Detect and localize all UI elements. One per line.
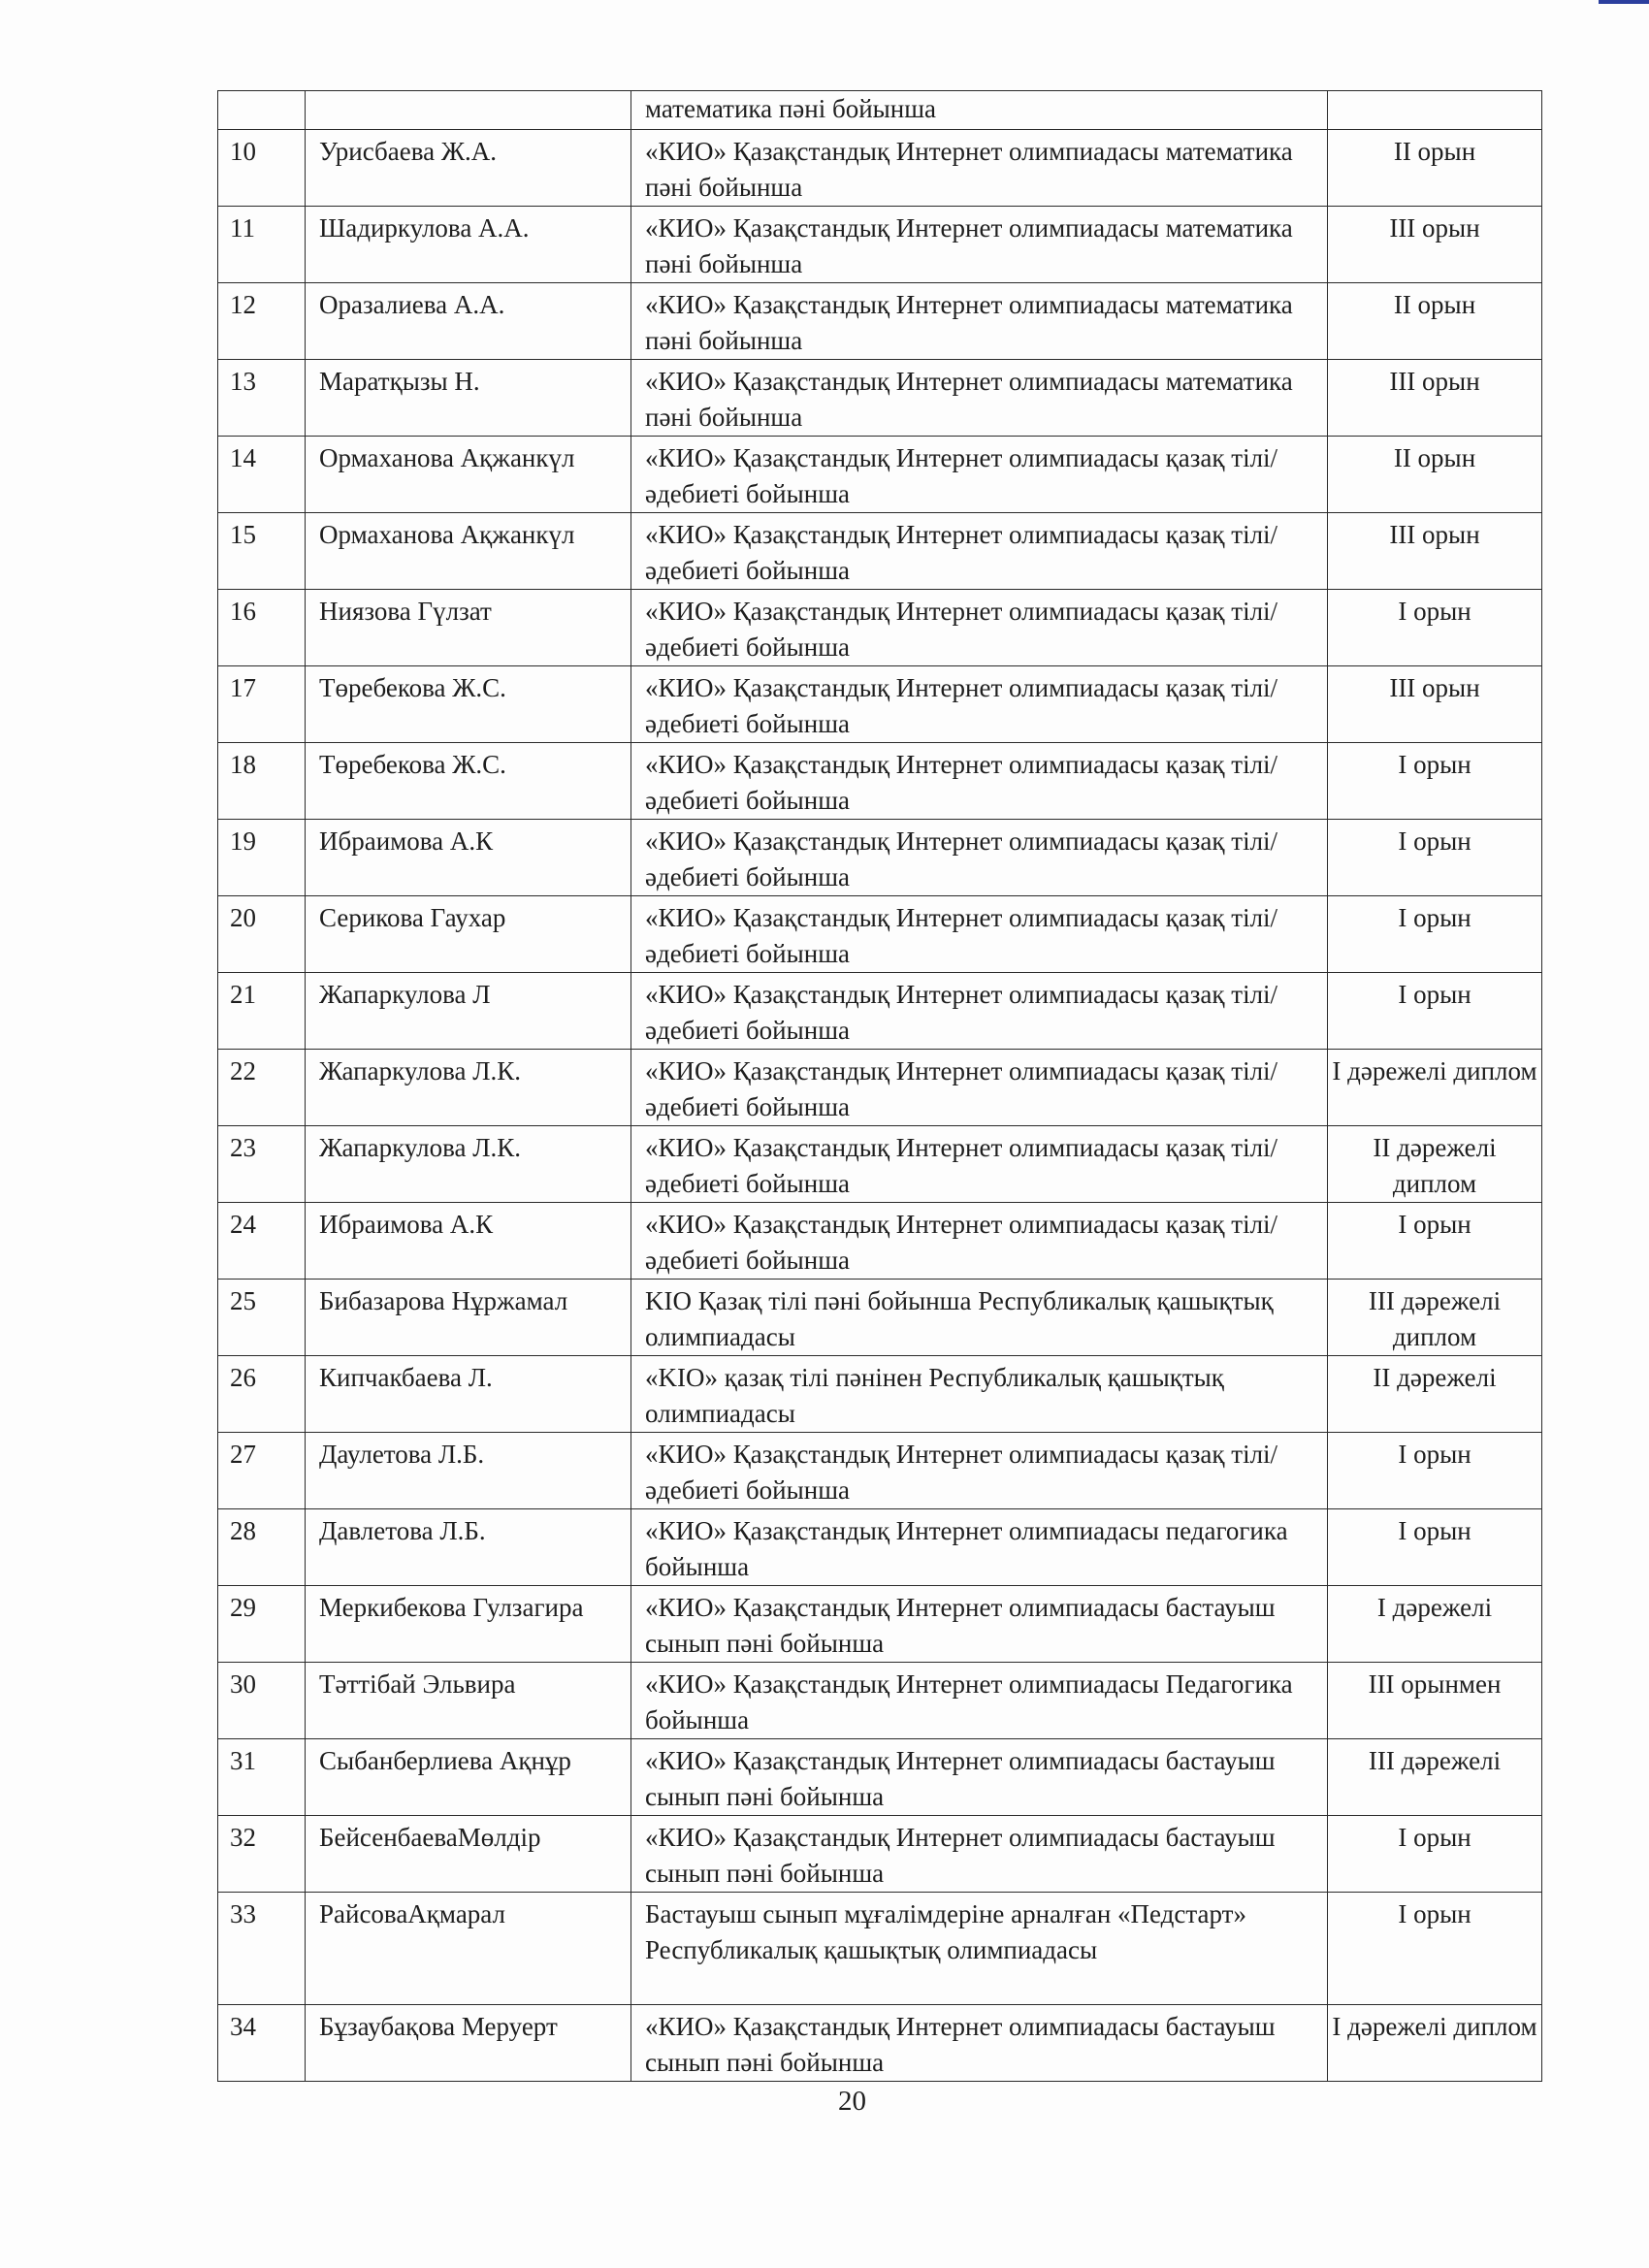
table-row xyxy=(218,1433,1542,1509)
cell-event: «КИО» Қазақстандық Интернет олимпиадасы математика пәні бойынша xyxy=(631,130,1328,207)
table-row xyxy=(218,1203,1542,1280)
table-row xyxy=(218,896,1542,973)
cell-result xyxy=(1328,91,1542,130)
cell-number: 31 xyxy=(218,1739,306,1816)
cell-number: 11 xyxy=(218,207,306,283)
table-row xyxy=(218,513,1542,590)
cell-result: I орын xyxy=(1328,743,1542,820)
table-row xyxy=(218,1663,1542,1739)
cell-name: Ниязова Гүлзат xyxy=(306,590,631,666)
cell-result: I дәрежелі диплом xyxy=(1328,2005,1542,2082)
cell-number: 29 xyxy=(218,1586,306,1663)
cell-event: Бастауыш сынып мұғалімдеріне арналған «Педстарт» Республикалық қашықтық олимпиадасы xyxy=(631,1893,1328,2005)
cell-event: «КИО» Қазақстандық Интернет олимпиадасы бастауыш сынып пәні бойынша xyxy=(631,1586,1328,1663)
cell-event: «КИО» Қазақстандық Интернет олимпиадасы Педагогика бойынша xyxy=(631,1663,1328,1739)
cell-event: «КИО» Қазақстандық Интернет олимпиадасы қазақ тілі/әдебиеті бойынша xyxy=(631,590,1328,666)
cell-number: 23 xyxy=(218,1126,306,1203)
table-row xyxy=(218,207,1542,283)
table-row-continuation xyxy=(218,91,1542,130)
cell-number: 32 xyxy=(218,1816,306,1893)
cell-event: «КИО» Қазақстандық Интернет олимпиадасы қазақ тілі/әдебиеті бойынша xyxy=(631,896,1328,973)
table-row xyxy=(218,1280,1542,1356)
cell-name: Ормаханова Ақжанкүл xyxy=(306,513,631,590)
cell-event: «KIO» қазақ тілі пәнінен Республикалық қашықтық олимпиадасы xyxy=(631,1356,1328,1433)
table-row xyxy=(218,1050,1542,1126)
table-row xyxy=(218,666,1542,743)
cell-name: Ормаханова Ақжанкүл xyxy=(306,437,631,513)
table-row xyxy=(218,973,1542,1050)
cell-name: Оразалиева А.А. xyxy=(306,283,631,360)
cell-result: III орын xyxy=(1328,360,1542,437)
cell-result: III орын xyxy=(1328,666,1542,743)
table-row xyxy=(218,283,1542,360)
cell-name: БейсенбаеваМөлдір xyxy=(306,1816,631,1893)
cell-number: 19 xyxy=(218,820,306,896)
cell-result: III орын xyxy=(1328,513,1542,590)
cell-name: Төребекова Ж.С. xyxy=(306,666,631,743)
scan-edge-mark xyxy=(1599,0,1649,4)
cell-event: математика пәні бойынша xyxy=(631,91,1328,130)
cell-result: I дәрежелі диплом xyxy=(1328,1050,1542,1126)
cell-name: Серикова Гаухар xyxy=(306,896,631,973)
table-row xyxy=(218,2005,1542,2082)
cell-number: 33 xyxy=(218,1893,306,2005)
cell-number: 10 xyxy=(218,130,306,207)
cell-name: Ибраимова А.К xyxy=(306,1203,631,1280)
cell-number xyxy=(218,91,306,130)
cell-event: «КИО» Қазақстандық Интернет олимпиадасы қазақ тілі/әдебиеті бойынша xyxy=(631,666,1328,743)
cell-event: «КИО» Қазақстандық Интернет олимпиадасы бастауыш сынып пәні бойынша xyxy=(631,1739,1328,1816)
cell-number: 14 xyxy=(218,437,306,513)
cell-name: Жапаркулова Л.К. xyxy=(306,1050,631,1126)
cell-result: II дәрежелі диплом xyxy=(1328,1126,1542,1203)
table-row xyxy=(218,1739,1542,1816)
table-row xyxy=(218,743,1542,820)
cell-number: 25 xyxy=(218,1280,306,1356)
cell-number: 30 xyxy=(218,1663,306,1739)
table-row xyxy=(218,590,1542,666)
cell-name: Давлетова Л.Б. xyxy=(306,1509,631,1586)
cell-event: «КИО» Қазақстандық Интернет олимпиадасы қазақ тілі/әдебиеті бойынша xyxy=(631,1203,1328,1280)
cell-result: I орын xyxy=(1328,1893,1542,2005)
cell-number: 24 xyxy=(218,1203,306,1280)
cell-result: I орын xyxy=(1328,973,1542,1050)
cell-result: III орынмен xyxy=(1328,1663,1542,1739)
cell-name: Бибазарова Нұржамал xyxy=(306,1280,631,1356)
cell-number: 27 xyxy=(218,1433,306,1509)
cell-event: KIO Қазақ тілі пәні бойынша Республикалық қашықтық олимпиадасы xyxy=(631,1280,1328,1356)
cell-name: Жапаркулова Л.К. xyxy=(306,1126,631,1203)
cell-name: Маратқызы Н. xyxy=(306,360,631,437)
cell-name xyxy=(306,91,631,130)
cell-result: I орын xyxy=(1328,1509,1542,1586)
cell-event: «КИО» Қазақстандық Интернет олимпиадасы қазақ тілі/әдебиеті бойынша xyxy=(631,820,1328,896)
cell-number: 28 xyxy=(218,1509,306,1586)
cell-name: Шадиркулова А.А. xyxy=(306,207,631,283)
table-row xyxy=(218,1586,1542,1663)
cell-event: «КИО» Қазақстандық Интернет олимпиадасы қазақ тілі/әдебиеті бойынша xyxy=(631,1050,1328,1126)
cell-name: Сыбанберлиева Ақнұр xyxy=(306,1739,631,1816)
page-number: 20 xyxy=(838,2086,866,2117)
cell-event: «КИО» Қазақстандық Интернет олимпиадасы қазақ тілі/әдебиеті бойынша xyxy=(631,1126,1328,1203)
cell-result: II орын xyxy=(1328,283,1542,360)
cell-result: I орын xyxy=(1328,1433,1542,1509)
cell-number: 15 xyxy=(218,513,306,590)
cell-result: III дәрежелі xyxy=(1328,1739,1542,1816)
cell-name: Жапаркулова Л xyxy=(306,973,631,1050)
cell-result: III орын xyxy=(1328,207,1542,283)
cell-event: «КИО» Қазақстандық Интернет олимпиадасы қазақ тілі/әдебиеті бойынша xyxy=(631,437,1328,513)
table-row xyxy=(218,1126,1542,1203)
cell-name: Даулетова Л.Б. xyxy=(306,1433,631,1509)
cell-event: «КИО» Қазақстандық Интернет олимпиадасы қазақ тілі/әдебиеті бойынша xyxy=(631,973,1328,1050)
cell-event: «КИО» Қазақстандық Интернет олимпиадасы қазақ тілі/әдебиеті бойынша xyxy=(631,1433,1328,1509)
table-row xyxy=(218,130,1542,207)
cell-event: «КИО» Қазақстандық Интернет олимпиадасы педагогика бойынша xyxy=(631,1509,1328,1586)
cell-number: 12 xyxy=(218,283,306,360)
cell-number: 21 xyxy=(218,973,306,1050)
cell-name: Төребекова Ж.С. xyxy=(306,743,631,820)
cell-name: Меркибекова Гулзагира xyxy=(306,1586,631,1663)
cell-number: 26 xyxy=(218,1356,306,1433)
cell-result: I орын xyxy=(1328,1816,1542,1893)
cell-name: РайсоваАқмарал xyxy=(306,1893,631,2005)
cell-name: Урисбаева Ж.А. xyxy=(306,130,631,207)
cell-event: «КИО» Қазақстандық Интернет олимпиадасы математика пәні бойынша xyxy=(631,207,1328,283)
table-row xyxy=(218,360,1542,437)
cell-result: I орын xyxy=(1328,896,1542,973)
table-row xyxy=(218,1509,1542,1586)
cell-result: II дәрежелі xyxy=(1328,1356,1542,1433)
cell-result: II орын xyxy=(1328,437,1542,513)
cell-event: «КИО» Қазақстандық Интернет олимпиадасы математика пәні бойынша xyxy=(631,283,1328,360)
cell-name: Тәттібай Эльвира xyxy=(306,1663,631,1739)
cell-number: 20 xyxy=(218,896,306,973)
cell-number: 17 xyxy=(218,666,306,743)
awards-table xyxy=(217,90,1542,2082)
cell-event: «КИО» Қазақстандық Интернет олимпиадасы қазақ тілі/әдебиеті бойынша xyxy=(631,513,1328,590)
cell-name: Ибраимова А.К xyxy=(306,820,631,896)
cell-event: «КИО» Қазақстандық Интернет олимпиадасы математика пәні бойынша xyxy=(631,360,1328,437)
cell-number: 34 xyxy=(218,2005,306,2082)
table-row xyxy=(218,437,1542,513)
cell-name: Кипчакбаева Л. xyxy=(306,1356,631,1433)
cell-name: Бұзаубақова Меруерт xyxy=(306,2005,631,2082)
cell-number: 13 xyxy=(218,360,306,437)
cell-result: I орын xyxy=(1328,1203,1542,1280)
table-row xyxy=(218,1816,1542,1893)
cell-event: «КИО» Қазақстандық Интернет олимпиадасы бастауыш сынып пәні бойынша xyxy=(631,1816,1328,1893)
cell-number: 18 xyxy=(218,743,306,820)
cell-result: I орын xyxy=(1328,820,1542,896)
table-row xyxy=(218,1356,1542,1433)
cell-number: 16 xyxy=(218,590,306,666)
cell-result: I дәрежелі xyxy=(1328,1586,1542,1663)
cell-event: «КИО» Қазақстандық Интернет олимпиадасы қазақ тілі/әдебиеті бойынша xyxy=(631,743,1328,820)
table-row xyxy=(218,820,1542,896)
cell-result: III дәрежелі диплом xyxy=(1328,1280,1542,1356)
table-row xyxy=(218,1893,1542,2005)
cell-number: 22 xyxy=(218,1050,306,1126)
cell-event: «КИО» Қазақстандық Интернет олимпиадасы бастауыш сынып пәні бойынша xyxy=(631,2005,1328,2082)
cell-result: I орын xyxy=(1328,590,1542,666)
cell-result: II орын xyxy=(1328,130,1542,207)
